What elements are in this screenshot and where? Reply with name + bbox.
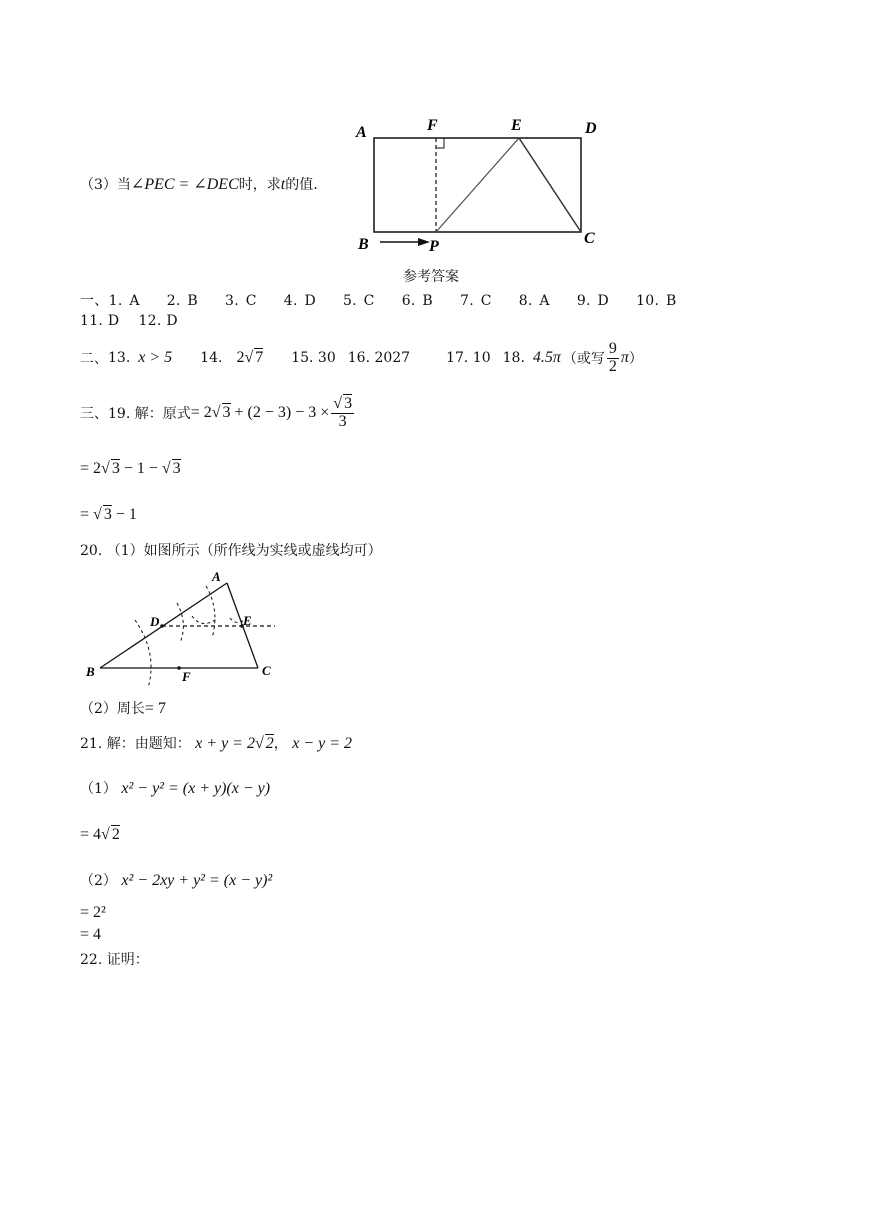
q19-line2: = 2√ 3 − 1 − √ 3 bbox=[80, 460, 181, 477]
q17: 17. 10 bbox=[446, 350, 491, 366]
q18-alt-fraction bbox=[607, 341, 619, 376]
q14-answer: 2√ 7 bbox=[236, 349, 264, 366]
q19-l3-a: = bbox=[80, 506, 94, 523]
q21-p2-label: （2） bbox=[80, 873, 117, 889]
label-p: P bbox=[429, 238, 439, 255]
q21-intro: 21. 解：由题知： bbox=[80, 736, 191, 752]
q16: 16. 2027 bbox=[347, 350, 411, 366]
segment-pe bbox=[436, 138, 519, 232]
triangle-figure bbox=[80, 568, 290, 693]
q18-alt-num: 9 bbox=[608, 339, 617, 357]
tri-label-d: D bbox=[150, 614, 160, 629]
q21-cond2: x − y = 2 bbox=[292, 735, 352, 752]
q19-l2-b: − 1 − bbox=[119, 460, 162, 477]
section2-line bbox=[80, 338, 643, 378]
q19-line1 bbox=[80, 390, 356, 436]
q3-suffix: 的值. bbox=[285, 177, 318, 193]
q19-fraction: $\frac{√ 3}{3}$ bbox=[333, 394, 353, 430]
q21-intro-line bbox=[80, 733, 352, 753]
q20-part2-prefix: （2）周长 bbox=[80, 701, 145, 717]
q19-frac-num: 3 bbox=[344, 394, 353, 412]
q21-cond1: x + y = 2√ 2 bbox=[195, 735, 274, 752]
section3-label: 三、 bbox=[80, 406, 108, 422]
q18-alt-pi: π bbox=[620, 349, 629, 366]
question-3 bbox=[80, 174, 318, 194]
q14-coef: 2 bbox=[236, 349, 245, 366]
q14-radicand: 7 bbox=[255, 349, 264, 366]
q3-condition: ∠PEC = ∠DEC bbox=[130, 176, 239, 193]
q19-expr1: = 2√ 3 + (2 − 3) − 3 × bbox=[190, 404, 330, 421]
q14-label: 14. bbox=[200, 350, 223, 366]
section1-answers-2: 11. D 12. D bbox=[80, 313, 178, 329]
answers-title: 参考答案 bbox=[403, 269, 459, 285]
arc-4 bbox=[192, 616, 218, 624]
segment-ec bbox=[519, 138, 581, 232]
q21-p1-res-a: = 4 bbox=[80, 826, 102, 843]
q3-mid: 时，求 bbox=[238, 177, 281, 193]
label-b: B bbox=[358, 236, 369, 253]
q21-part1 bbox=[80, 778, 270, 798]
section1-line2 bbox=[80, 313, 178, 329]
q18-alt-prefix: （或写 bbox=[562, 351, 605, 367]
arc-2 bbox=[177, 603, 183, 643]
q21-c1-a: x + y = 2 bbox=[195, 735, 255, 752]
section1-answers-1: 1. A 2. B 3. C 4. D 5. C 6. B 7. C 8. A 9. D 10. B bbox=[108, 293, 677, 309]
q18-alt-den: 2 bbox=[608, 357, 617, 375]
q18-label: 18. bbox=[502, 350, 525, 366]
q19-intro: 19. 解：原式 bbox=[108, 406, 191, 422]
q21-sep: ， bbox=[273, 736, 288, 752]
rectangle-figure bbox=[350, 110, 610, 260]
q21-p2-expr: x² − 2xy + y² = (x − y)² bbox=[121, 872, 273, 889]
q19-l1-rad: 3 bbox=[222, 404, 231, 421]
q13-answer: x > 5 bbox=[138, 349, 173, 366]
q21-part2-result2: = 4 bbox=[80, 926, 102, 943]
q19-l1-a: = 2 bbox=[190, 404, 212, 421]
tri-label-e: E bbox=[243, 613, 252, 628]
q20-intro: 20. （1）如图所示（所作线为实线或虚线均可） bbox=[80, 543, 382, 559]
label-f: F bbox=[427, 117, 438, 134]
label-e: E bbox=[511, 117, 522, 134]
label-d: D bbox=[585, 120, 597, 137]
q20-part2 bbox=[80, 698, 166, 718]
q3-var: t bbox=[280, 176, 286, 193]
label-a: A bbox=[356, 124, 367, 141]
section2-label: 二、 bbox=[80, 351, 108, 367]
q19-l2-a: = 2 bbox=[80, 460, 102, 477]
q19-line3: = √ 3 − 1 bbox=[80, 506, 137, 523]
q19-l1-b: + (2 − 3) − 3 × bbox=[230, 404, 330, 421]
tri-label-a: A bbox=[212, 569, 221, 584]
tri-label-c: C bbox=[262, 663, 271, 678]
q13-label: 13. bbox=[108, 350, 131, 366]
section1-label: 一、 bbox=[80, 293, 109, 309]
tri-label-b: B bbox=[86, 664, 95, 679]
q21-c1-rad: 2 bbox=[265, 735, 274, 752]
point-d bbox=[160, 624, 164, 628]
q19-l3-rad: 3 bbox=[103, 506, 112, 523]
q3-prefix: （3）当 bbox=[80, 177, 131, 193]
arc-3 bbox=[206, 586, 215, 638]
q22-heading: 22. 证明： bbox=[80, 952, 149, 968]
tri-label-f: F bbox=[182, 669, 191, 684]
q19-l2-rad2: 3 bbox=[172, 460, 181, 477]
q21-p1-expr: x² − y² = (x + y)(x − y) bbox=[121, 780, 271, 797]
arc-1 bbox=[135, 620, 151, 688]
q21-part2-result1: = 2² bbox=[80, 904, 106, 921]
right-angle-mark bbox=[436, 138, 444, 148]
q20-part2-value: = 7 bbox=[144, 700, 166, 717]
q21-part1-result: = 4√ 2 bbox=[80, 826, 120, 843]
q19-l2-rad1: 3 bbox=[111, 460, 120, 477]
q21-p1-label: （1） bbox=[80, 781, 117, 797]
q18-alt-suffix: ） bbox=[628, 351, 643, 367]
q19-frac-den: 3 bbox=[338, 412, 347, 430]
q21-p1-res-rad: 2 bbox=[111, 826, 120, 843]
label-c: C bbox=[584, 230, 595, 247]
q19-l3-b: − 1 bbox=[111, 506, 137, 523]
q21-part2 bbox=[80, 870, 272, 890]
q15: 15. 30 bbox=[291, 350, 336, 366]
point-f bbox=[177, 666, 181, 670]
section1-line1 bbox=[80, 290, 677, 310]
q18-answer: 4.5π bbox=[532, 349, 561, 366]
